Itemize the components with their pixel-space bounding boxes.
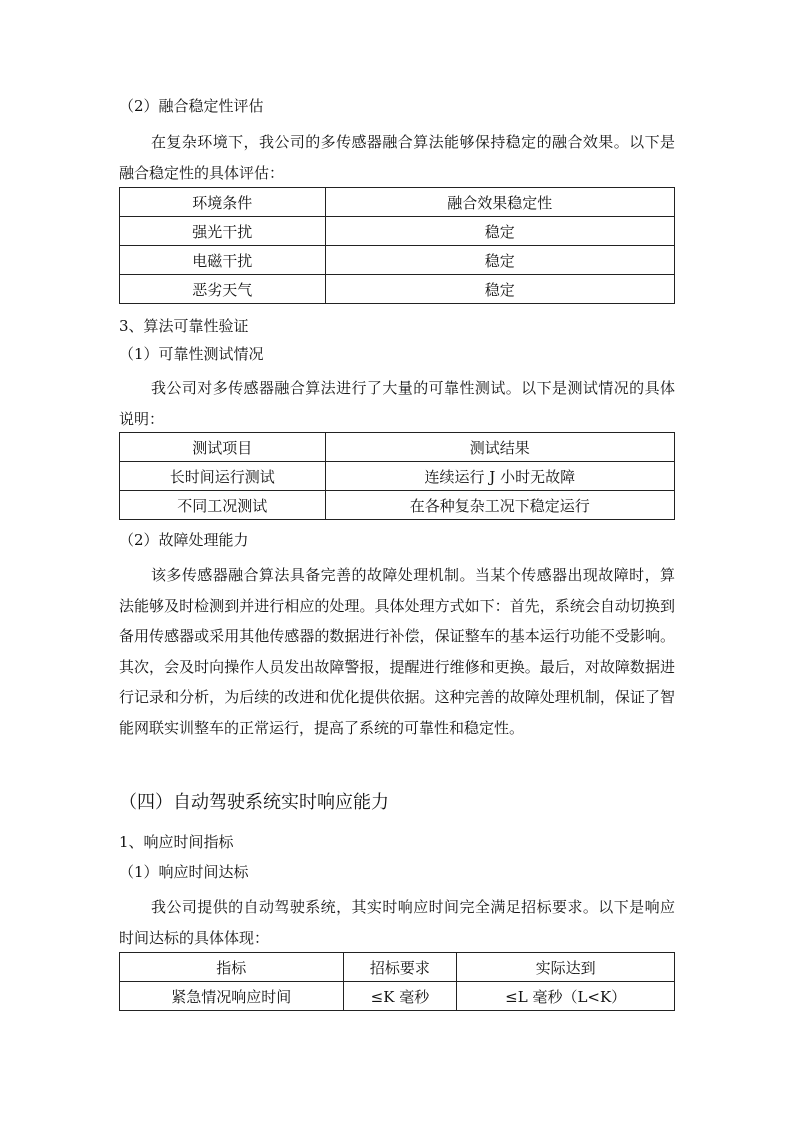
table-cell: 在各种复杂工况下稳定运行 (325, 491, 674, 520)
subheading-reliability-test: （1）可靠性测试情况 (119, 345, 264, 363)
table-fusion-stability (119, 187, 675, 304)
heading-response-time: 1、响应时间指标 (119, 833, 234, 851)
table-cell: 稳定 (325, 275, 674, 304)
table-row (120, 217, 675, 246)
table-cell: ≤L 毫秒（L<K） (457, 982, 675, 1011)
table-response-time (119, 952, 675, 1011)
table-header-row (120, 433, 675, 462)
table-header-cell: 测试项目 (120, 433, 326, 462)
section-title-realtime-response: （四）自动驾驶系统实时响应能力 (119, 792, 389, 813)
subheading-response-time-met: （1）响应时间达标 (119, 863, 249, 881)
table-row (120, 246, 675, 275)
table-cell: 不同工况测试 (120, 491, 326, 520)
table-cell: 长时间运行测试 (120, 462, 326, 491)
table-header-row (120, 188, 675, 217)
subheading-fault-handling: （2）故障处理能力 (119, 531, 249, 549)
table-cell: ≤K 毫秒 (343, 982, 457, 1011)
table-header-cell: 测试结果 (325, 433, 674, 462)
table-header-cell: 融合效果稳定性 (325, 188, 674, 217)
paragraph-fusion-stability: 在复杂环境下，我公司的多传感器融合算法能够保持稳定的融合效果。以下是融合稳定性的具体评估： (119, 133, 675, 182)
table-row (120, 982, 675, 1011)
table-header-row (120, 953, 675, 982)
table-cell: 强光干扰 (120, 217, 326, 246)
table-row (120, 275, 675, 304)
table-cell: 紧急情况响应时间 (120, 982, 344, 1011)
table-header-cell: 招标要求 (343, 953, 457, 982)
heading-algorithm-reliability: 3、算法可靠性验证 (119, 317, 249, 335)
table-cell: 连续运行 J 小时无故障 (325, 462, 674, 491)
table-header-cell: 实际达到 (457, 953, 675, 982)
table-reliability-test (119, 432, 675, 520)
table-cell: 恶劣天气 (120, 275, 326, 304)
table-row (120, 462, 675, 491)
table-cell: 电磁干扰 (120, 246, 326, 275)
paragraph-reliability-test: 我公司对多传感器融合算法进行了大量的可靠性测试。以下是测试情况的具体说明： (119, 379, 675, 428)
subheading-fusion-stability: （2）融合稳定性评估 (119, 97, 264, 115)
table-row (120, 491, 675, 520)
table-header-cell: 环境条件 (120, 188, 326, 217)
table-cell: 稳定 (325, 217, 674, 246)
paragraph-fault-handling: 该多传感器融合算法具备完善的故障处理机制。当某个传感器出现故障时，算法能够及时检测到并进行相应的处理。具体处理方式如下：首先，系统会自动切换到备用传感器或采用其他传感器的数据进行补偿，保证整车的基本运行功能不受影响。其次，会及时向操作人员发出故障警报，提醒进行维修和更换。最后，对故障数据进行记录和分析，为后续的改进和优化提供依据。这种完善的故障处理机制，保证了智能网联实训整车的正常运行，提高了系统的可靠性和稳定性。 (119, 566, 675, 737)
table-header-cell: 指标 (120, 953, 344, 982)
paragraph-response-time: 我公司提供的自动驾驶系统，其实时响应时间完全满足招标要求。以下是响应时间达标的具体体现： (119, 898, 675, 947)
table-cell: 稳定 (325, 246, 674, 275)
